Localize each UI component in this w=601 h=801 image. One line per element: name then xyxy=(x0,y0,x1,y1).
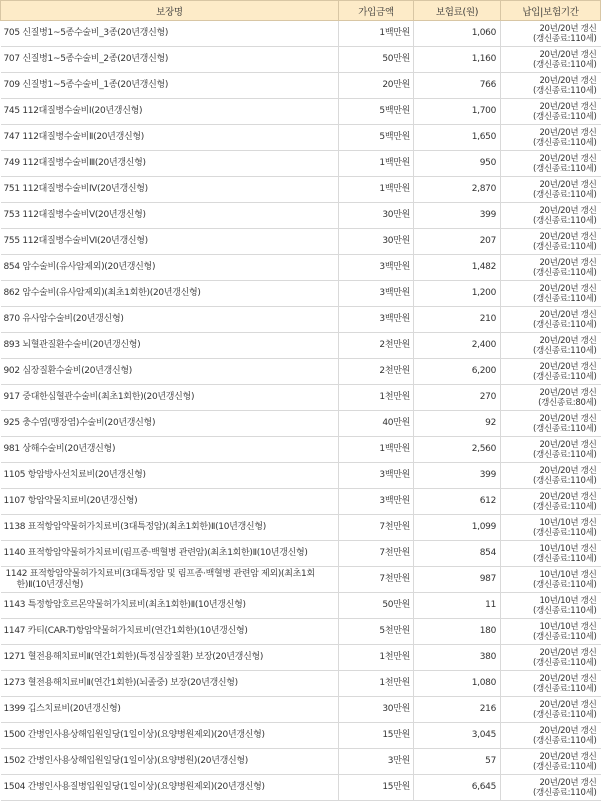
table-row xyxy=(1,21,601,47)
payment-period: 20년/20년 갱신 xyxy=(539,75,597,86)
payment-period: 20년/20년 갱신 xyxy=(539,23,597,34)
coverage-premium: 380 xyxy=(414,645,501,671)
coverage-amount: 1백만원 xyxy=(339,151,414,177)
coverage-period xyxy=(501,593,601,619)
renewal-end: (갱신종료:110세) xyxy=(533,319,597,330)
payment-period: 20년/20년 갱신 xyxy=(539,205,597,216)
coverage-amount: 3백만원 xyxy=(339,255,414,281)
renewal-end: (갱신종료:110세) xyxy=(533,267,597,278)
renewal-end: (갱신종료:110세) xyxy=(533,423,597,434)
coverage-period xyxy=(501,697,601,723)
payment-period: 20년/20년 갱신 xyxy=(539,231,597,242)
coverage-premium: 1,080 xyxy=(414,671,501,697)
coverage-amount: 1천만원 xyxy=(339,385,414,411)
table-row xyxy=(1,333,601,359)
coverage-period xyxy=(501,749,601,775)
payment-period: 10년/10년 갱신 xyxy=(539,543,597,554)
payment-period: 20년/20년 갱신 xyxy=(539,725,597,736)
table-row xyxy=(1,619,601,645)
renewal-end: (갱신종료:110세) xyxy=(533,449,597,460)
payment-period: 20년/20년 갱신 xyxy=(539,439,597,450)
coverage-amount: 1천만원 xyxy=(339,645,414,671)
coverage-name: 1504 간병인사용질병입원일당(1일이상)(요양병원제외)(20년갱신형) xyxy=(1,775,339,801)
renewal-end: (갱신종료:110세) xyxy=(533,579,597,590)
coverage-period xyxy=(501,437,601,463)
coverage-period xyxy=(501,125,601,151)
coverage-premium: 1,099 xyxy=(414,515,501,541)
coverage-name: 705 신질병1~5종수술비_3종(20년갱신형) xyxy=(1,21,339,47)
table-row xyxy=(1,515,601,541)
coverage-name: 1105 항암방사선치료비(20년갱신형) xyxy=(1,463,339,489)
payment-period: 20년/20년 갱신 xyxy=(539,101,597,112)
coverage-amount: 30만원 xyxy=(339,697,414,723)
renewal-end: (갱신종료:110세) xyxy=(533,85,597,96)
coverage-amount: 3만원 xyxy=(339,749,414,775)
coverage-name: 1399 깁스치료비(20년갱신형) xyxy=(1,697,339,723)
coverage-amount: 1천만원 xyxy=(339,671,414,697)
payment-period: 10년/10년 갱신 xyxy=(539,595,597,606)
coverage-amount: 7천만원 xyxy=(339,567,414,593)
coverage-amount: 7천만원 xyxy=(339,541,414,567)
coverage-period xyxy=(501,229,601,255)
renewal-end: (갱신종료:110세) xyxy=(533,787,597,798)
payment-period: 20년/20년 갱신 xyxy=(539,127,597,138)
coverage-amount: 5천만원 xyxy=(339,619,414,645)
payment-period: 20년/20년 갱신 xyxy=(539,647,597,658)
table-row xyxy=(1,255,601,281)
coverage-name: 925 충수염(맹장염)수술비(20년갱신형) xyxy=(1,411,339,437)
table-row xyxy=(1,645,601,671)
header-period: 납입|보험기간 xyxy=(501,1,601,21)
coverage-premium: 180 xyxy=(414,619,501,645)
table-row xyxy=(1,307,601,333)
coverage-period xyxy=(501,411,601,437)
coverage-amount: 3백만원 xyxy=(339,307,414,333)
coverage-premium: 399 xyxy=(414,463,501,489)
coverage-period xyxy=(501,567,601,593)
coverage-amount: 3백만원 xyxy=(339,489,414,515)
renewal-end: (갱신종료:110세) xyxy=(533,111,597,122)
coverage-premium: 216 xyxy=(414,697,501,723)
renewal-end: (갱신종료:110세) xyxy=(533,553,597,564)
coverage-period xyxy=(501,723,601,749)
coverage-premium: 57 xyxy=(414,749,501,775)
payment-period: 20년/20년 갱신 xyxy=(539,699,597,710)
coverage-name: 707 신질병1~5종수술비_2종(20년갱신형) xyxy=(1,47,339,73)
renewal-end: (갱신종료:110세) xyxy=(533,527,597,538)
coverage-name: 1107 항암약물치료비(20년갱신형) xyxy=(1,489,339,515)
coverage-premium: 6,645 xyxy=(414,775,501,801)
header-coverage: 보장명 xyxy=(1,1,339,21)
coverage-premium: 1,200 xyxy=(414,281,501,307)
coverage-name: 709 신질병1~5종수술비_1종(20년갱신형) xyxy=(1,73,339,99)
renewal-end: (갱신종료:110세) xyxy=(533,735,597,746)
coverage-amount: 1백만원 xyxy=(339,437,414,463)
coverage-amount: 1백만원 xyxy=(339,177,414,203)
coverage-premium: 2,870 xyxy=(414,177,501,203)
coverage-amount: 2천만원 xyxy=(339,359,414,385)
coverage-period xyxy=(501,99,601,125)
coverage-period xyxy=(501,359,601,385)
coverage-name: 1143 특정항암호르몬약물허가치료비(최초1회한)Ⅱ(10년갱신형) xyxy=(1,593,339,619)
coverage-name: 870 유사암수술비(20년갱신형) xyxy=(1,307,339,333)
coverage-premium: 854 xyxy=(414,541,501,567)
table-row xyxy=(1,749,601,775)
coverage-name: 1140 표적항암약물허가치료비(림프종·백혈병 관련암)(최초1회한)Ⅱ(10년갱신형) xyxy=(1,541,339,567)
coverage-name: 1502 간병인사용상해입원일당(1일이상)(요양병원)(20년갱신형) xyxy=(1,749,339,775)
coverage-amount: 15만원 xyxy=(339,723,414,749)
renewal-end: (갱신종료:110세) xyxy=(533,657,597,668)
coverage-period xyxy=(501,385,601,411)
coverage-premium: 2,560 xyxy=(414,437,501,463)
payment-period: 20년/20년 갱신 xyxy=(539,153,597,164)
coverage-period xyxy=(501,463,601,489)
coverage-name: 751 112대질병수술비Ⅳ(20년갱신형) xyxy=(1,177,339,203)
coverage-premium: 1,650 xyxy=(414,125,501,151)
header-row xyxy=(1,1,601,21)
payment-period: 20년/20년 갱신 xyxy=(539,673,597,684)
table-row xyxy=(1,567,601,593)
coverage-amount: 15만원 xyxy=(339,775,414,801)
renewal-end: (갱신종료:110세) xyxy=(533,215,597,226)
payment-period: 20년/20년 갱신 xyxy=(539,257,597,268)
renewal-end: (갱신종료:110세) xyxy=(533,709,597,720)
table-row xyxy=(1,593,601,619)
coverage-name: 893 뇌혈관질환수술비(20년갱신형) xyxy=(1,333,339,359)
table-row xyxy=(1,125,601,151)
coverage-premium: 766 xyxy=(414,73,501,99)
coverage-period xyxy=(501,489,601,515)
coverage-premium: 987 xyxy=(414,567,501,593)
renewal-end: (갱신종료:110세) xyxy=(533,293,597,304)
payment-period: 20년/20년 갱신 xyxy=(539,751,597,762)
coverage-amount: 1백만원 xyxy=(339,21,414,47)
renewal-end: (갱신종료:110세) xyxy=(533,605,597,616)
coverage-amount: 3백만원 xyxy=(339,463,414,489)
table-row xyxy=(1,437,601,463)
table-row xyxy=(1,723,601,749)
coverage-premium: 950 xyxy=(414,151,501,177)
coverage-premium: 1,700 xyxy=(414,99,501,125)
table-row xyxy=(1,203,601,229)
coverage-premium: 1,160 xyxy=(414,47,501,73)
coverage-period xyxy=(501,151,601,177)
renewal-end: (갱신종료:110세) xyxy=(533,345,597,356)
payment-period: 20년/20년 갱신 xyxy=(539,335,597,346)
coverage-name: 981 상해수술비(20년갱신형) xyxy=(1,437,339,463)
coverage-premium: 6,200 xyxy=(414,359,501,385)
renewal-end: (갱신종료:110세) xyxy=(533,163,597,174)
table-row xyxy=(1,541,601,567)
payment-period: 10년/10년 갱신 xyxy=(539,569,597,580)
coverage-period xyxy=(501,281,601,307)
coverage-name: 749 112대질병수술비Ⅲ(20년갱신형) xyxy=(1,151,339,177)
payment-period: 20년/20년 갱신 xyxy=(539,777,597,788)
table-row xyxy=(1,229,601,255)
coverage-name: 747 112대질병수술비Ⅱ(20년갱신형) xyxy=(1,125,339,151)
renewal-end: (갱신종료:110세) xyxy=(533,371,597,382)
table-row xyxy=(1,489,601,515)
coverage-name: 1147 카티(CAR-T)항암약물허가치료비(연간1회한)(10년갱신형) xyxy=(1,619,339,645)
coverage-period xyxy=(501,73,601,99)
payment-period: 20년/20년 갱신 xyxy=(539,465,597,476)
payment-period: 20년/20년 갱신 xyxy=(539,179,597,190)
coverage-amount: 5백만원 xyxy=(339,99,414,125)
coverage-period xyxy=(501,671,601,697)
coverage-premium: 270 xyxy=(414,385,501,411)
payment-period: 20년/20년 갱신 xyxy=(539,361,597,372)
coverage-amount: 7천만원 xyxy=(339,515,414,541)
table-row xyxy=(1,463,601,489)
coverage-name: 745 112대질병수술비Ⅰ(20년갱신형) xyxy=(1,99,339,125)
coverage-name: 1271 혈전용해치료비Ⅱ(연간1회한)(특정심장질환) 보장(20년갱신형) xyxy=(1,645,339,671)
renewal-end: (갱신종료:80세) xyxy=(538,397,597,408)
renewal-end: (갱신종료:110세) xyxy=(533,33,597,44)
coverage-period xyxy=(501,307,601,333)
table-body xyxy=(1,21,601,801)
coverage-amount: 2천만원 xyxy=(339,333,414,359)
coverage-amount: 30만원 xyxy=(339,203,414,229)
renewal-end: (갱신종료:110세) xyxy=(533,137,597,148)
coverage-name: 1138 표적항암약물허가치료비(3대특정암)(최초1회한)Ⅱ(10년갱신형) xyxy=(1,515,339,541)
renewal-end: (갱신종료:110세) xyxy=(533,475,597,486)
coverage-amount: 20만원 xyxy=(339,73,414,99)
renewal-end: (갱신종료:110세) xyxy=(533,501,597,512)
table-row xyxy=(1,697,601,723)
coverage-name: 753 112대질병수술비Ⅴ(20년갱신형) xyxy=(1,203,339,229)
coverage-name: 854 암수술비(유사암제외)(20년갱신형) xyxy=(1,255,339,281)
coverage-name: 902 심장질환수술비(20년갱신형) xyxy=(1,359,339,385)
table-row xyxy=(1,151,601,177)
table-header xyxy=(1,1,601,21)
payment-period: 10년/10년 갱신 xyxy=(539,621,597,632)
coverage-name: 1500 간병인사용상해입원일당(1일이상)(요양병원제외)(20년갱신형) xyxy=(1,723,339,749)
coverage-premium: 399 xyxy=(414,203,501,229)
table-row xyxy=(1,73,601,99)
coverage-premium: 1,060 xyxy=(414,21,501,47)
table-row xyxy=(1,775,601,801)
coverage-period xyxy=(501,541,601,567)
coverage-name: 917 중대한심혈관수술비(최초1회한)(20년갱신형) xyxy=(1,385,339,411)
table-row xyxy=(1,359,601,385)
header-premium: 보험료(원) xyxy=(414,1,501,21)
coverage-period xyxy=(501,21,601,47)
coverage-premium: 210 xyxy=(414,307,501,333)
table-row xyxy=(1,385,601,411)
coverage-premium: 1,482 xyxy=(414,255,501,281)
coverage-premium: 2,400 xyxy=(414,333,501,359)
coverage-name: 1273 혈전용해치료비Ⅱ(연간1회한)(뇌졸중) 보장(20년갱신형) xyxy=(1,671,339,697)
header-amount: 가입금액 xyxy=(339,1,414,21)
table-row xyxy=(1,411,601,437)
coverage-amount: 50만원 xyxy=(339,593,414,619)
coverage-period xyxy=(501,47,601,73)
payment-period: 20년/20년 갱신 xyxy=(539,283,597,294)
table-row xyxy=(1,99,601,125)
renewal-end: (갱신종료:110세) xyxy=(533,683,597,694)
coverage-premium: 92 xyxy=(414,411,501,437)
table-row xyxy=(1,671,601,697)
coverage-period xyxy=(501,619,601,645)
payment-period: 20년/20년 갱신 xyxy=(539,49,597,60)
coverage-name: 1142 표적항암약물허가치료비(3대특정암 및 림프종·백혈병 관련암 제외)(최초1회한)Ⅱ(10년갱신형) xyxy=(1,567,339,593)
coverage-name: 862 암수술비(유사암제외)(최초1회한)(20년갱신형) xyxy=(1,281,339,307)
payment-period: 20년/20년 갱신 xyxy=(539,309,597,320)
coverage-period xyxy=(501,333,601,359)
coverage-amount: 5백만원 xyxy=(339,125,414,151)
renewal-end: (갱신종료:110세) xyxy=(533,189,597,200)
coverage-amount: 30만원 xyxy=(339,229,414,255)
coverage-period xyxy=(501,645,601,671)
payment-period: 20년/20년 갱신 xyxy=(539,413,597,424)
payment-period: 10년/10년 갱신 xyxy=(539,517,597,528)
coverage-period xyxy=(501,775,601,801)
coverage-premium: 11 xyxy=(414,593,501,619)
renewal-end: (갱신종료:110세) xyxy=(533,241,597,252)
table-row xyxy=(1,281,601,307)
coverage-period xyxy=(501,515,601,541)
coverage-amount: 3백만원 xyxy=(339,281,414,307)
payment-period: 20년/20년 갱신 xyxy=(539,491,597,502)
coverage-name: 755 112대질병수술비Ⅵ(20년갱신형) xyxy=(1,229,339,255)
coverage-period xyxy=(501,177,601,203)
table-row xyxy=(1,47,601,73)
table-row xyxy=(1,177,601,203)
coverage-premium: 207 xyxy=(414,229,501,255)
coverage-premium: 612 xyxy=(414,489,501,515)
payment-period: 20년/20년 갱신 xyxy=(539,387,597,398)
renewal-end: (갱신종료:110세) xyxy=(533,631,597,642)
renewal-end: (갱신종료:110세) xyxy=(533,761,597,772)
coverage-period xyxy=(501,255,601,281)
renewal-end: (갱신종료:110세) xyxy=(533,59,597,70)
coverage-amount: 50만원 xyxy=(339,47,414,73)
coverage-amount: 40만원 xyxy=(339,411,414,437)
coverage-premium: 3,045 xyxy=(414,723,501,749)
coverage-period xyxy=(501,203,601,229)
